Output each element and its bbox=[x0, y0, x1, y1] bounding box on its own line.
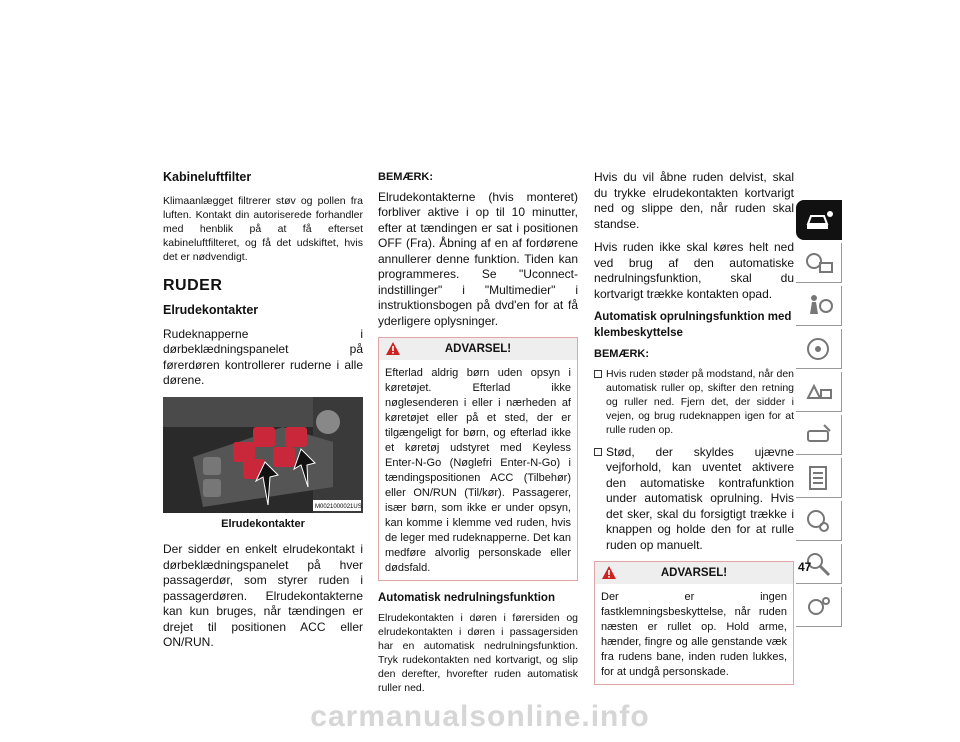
tab-specs[interactable] bbox=[796, 458, 842, 498]
warning-text-right: Der er ingen fastklemningsbeskyttelse, når ruden næsten er rullet op. Hold arme, hænder, fingre og alle genstande væk fra rudens bane, inden ruden lukkes, for at undgå personskade. bbox=[601, 591, 787, 678]
emergency-icon bbox=[804, 378, 834, 406]
warning-header-right bbox=[595, 562, 793, 584]
checklist-icon bbox=[804, 464, 834, 492]
warning-text: Efterlad aldrig børn uden opsyn i køretøjet. Efterlad ikke nøglesenderen i eller i nærheden af køretøjet eller på et sted, der er tilgængeligt for børn, og efterlad ikke et køretøj udstyret med Keyless Enter-N-Go (Nøglefri Enter-N-Go) i tændingspositionen ACC (Tilbehør) eller ON/RUN (Til/kør). Passagerer, især børn, som ikke er under opsyn, kan komme i klemme ved ruden, hvis de leger med rudeknapperne. Det kan medføre alvorlig personskade eller dødsfald. bbox=[385, 367, 571, 574]
auto-up-heading: Automatisk oprulningsfunktion med klembeskyttelse bbox=[594, 311, 792, 339]
tab-languages[interactable] bbox=[796, 587, 842, 627]
settings-icon bbox=[804, 593, 834, 621]
list-item: Stød, der skyldes ujævne vejforhold, kan uventet aktivere den automatiske kontrafunktion under automatisk oprulning. Hvis det sker, skal du forsigtigt trække i knappen og holde den for at rulle ruden op manuelt. bbox=[594, 445, 794, 554]
note-label: BEMÆRK: bbox=[378, 171, 433, 183]
tab-dashboard[interactable] bbox=[796, 243, 842, 283]
warning-title-right: ADVARSEL! bbox=[660, 567, 728, 579]
photo-caption: Elrudekontakter bbox=[221, 517, 305, 530]
passenger-switch-text: Der sidder en enkelt elrudekontakt i dørbeklædningspanelet på hver passagerdør, som styrer ruden i passagerdøren. Elrudekontakterne kan kun bruges, når tændingen er drejet til positionen ACC eller ON/RUN. bbox=[163, 542, 363, 649]
square-bullet-icon bbox=[594, 448, 602, 456]
warning-title: ADVARSEL! bbox=[444, 343, 512, 355]
section-title: RUDER bbox=[163, 276, 223, 294]
tab-safety[interactable] bbox=[796, 286, 842, 326]
stop-auto-down-text: Hvis ruden ikke skal køres helt ned ved brug af den automatiske nedrulningsfunktion, skal du kortvarigt trække kontakten opad. bbox=[594, 240, 794, 301]
warning-box bbox=[378, 337, 578, 581]
note-text: Elrudekontakterne (hvis monteret) forbliver aktive i op til 10 minutter, efter at tændingen er sat i positionen OFF (Fra). Åbning af en af fordørene annullerer denne funktion. Tiden kan programmeres. Se "Uconnect-indstillinger" i "Multimedier" i instruktionsbogen på dvd'en for at få yderligere oplysninger. bbox=[378, 189, 578, 328]
airbag-icon bbox=[804, 292, 834, 320]
tab-car-info[interactable] bbox=[796, 200, 842, 240]
photo-code: M0021000021US bbox=[315, 503, 362, 510]
note-label-right: BEMÆRK: bbox=[594, 348, 649, 360]
note-list bbox=[594, 367, 794, 554]
column-left bbox=[163, 170, 363, 659]
tab-service[interactable] bbox=[796, 415, 842, 455]
car-info-icon bbox=[804, 206, 834, 234]
list-item: Hvis ruden støder på modstand, når den automatisk ruller op, skifter den retning og ruller ned. Fjern det, der sidder i vejen, og brug rudeknappen igen for at rulle ruden op. bbox=[594, 367, 794, 437]
partial-open-text: Hvis du vil åbne ruden delvist, skal du trykke elrudekontakten kortvarigt ned og slippe den, når ruden skal standse. bbox=[594, 170, 794, 231]
square-bullet-icon bbox=[594, 370, 602, 378]
dashboard-icon bbox=[804, 249, 834, 277]
tab-driving[interactable] bbox=[796, 329, 842, 369]
cabin-filter-text: Klimaanlægget filtrerer støv og pollen fra luften. Kontakt din autoriserede forhandler med henblik på at få efterset kabineluftfilteret, og få det udskiftet, hvis det er nødvendigt. bbox=[163, 194, 363, 263]
cabin-filter-heading: Kabineluftfilter bbox=[163, 170, 252, 184]
column-middle bbox=[378, 170, 578, 703]
auto-down-heading: Automatisk nedrulningsfunktion bbox=[378, 592, 555, 604]
tab-multimedia[interactable] bbox=[796, 501, 842, 541]
warning-triangle-icon bbox=[601, 565, 617, 580]
warning-box-right bbox=[594, 561, 794, 685]
warning-header bbox=[379, 338, 577, 360]
tab-emergency[interactable] bbox=[796, 372, 842, 412]
multimedia-icon bbox=[804, 507, 834, 535]
warning-triangle-icon bbox=[385, 341, 401, 356]
switches-heading: Elrudekontakter bbox=[163, 303, 259, 317]
steering-wheel-icon bbox=[804, 335, 834, 363]
page-number: 47 bbox=[798, 560, 812, 574]
column-right bbox=[594, 170, 794, 695]
car-service-icon bbox=[804, 421, 834, 449]
switches-text: Rudeknapperne i dørbeklædningspanelet på førerdøren kontrollerer ruderne i alle dørene. bbox=[163, 326, 363, 387]
auto-down-text: Elrudekontakten i døren i førersiden og elrudekontakten i døren i passagersiden har en automatisk nedrulningsfunktion. Tryk rudekontakten ned kortvarigt, og slip den derefter, hvorefter ruden automatisk ruller ned. bbox=[378, 611, 578, 694]
watermark: carmanualsonline.info bbox=[310, 700, 650, 733]
window-switch-photo bbox=[163, 397, 363, 513]
